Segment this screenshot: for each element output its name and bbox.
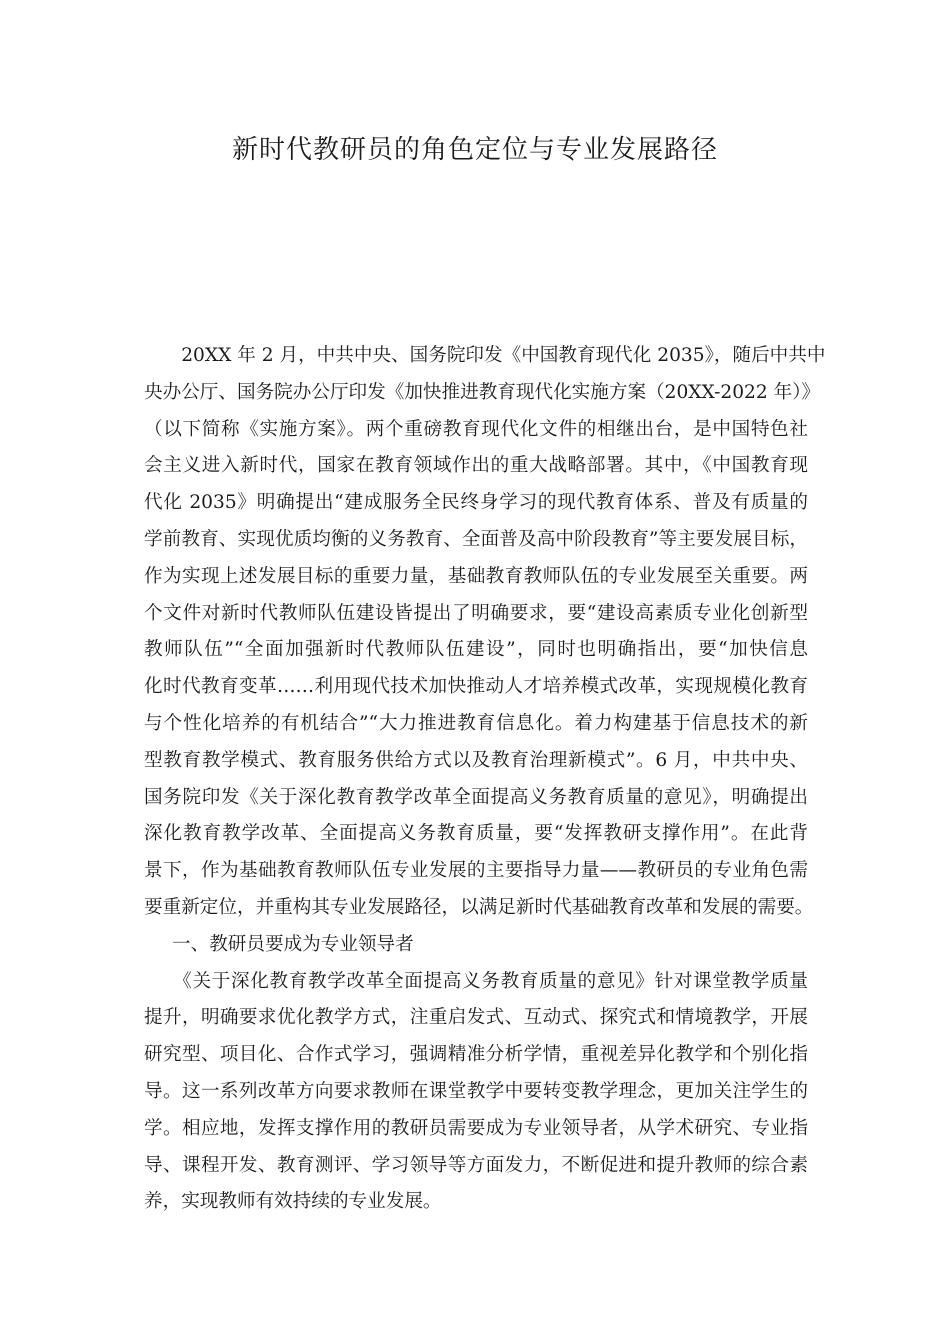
section-heading: 一、教研员要成为专业领导者	[172, 933, 414, 955]
text-line: （以下简称《实施方案》。两个重磅教育现代化文件的相继出台，是中国特色社	[144, 418, 808, 440]
text-line: 化时代教育变革……利用现代技术加快推动人才培养模式改革，实现规模化教育	[144, 676, 808, 698]
text-line: 养，实现教师有效持续的专业发展。	[144, 1191, 442, 1213]
document-body	[144, 338, 826, 1221]
text-line: 型教育教学模式、教育服务供给方式以及教育治理新模式”。6 月，中共中央、	[144, 749, 808, 771]
text-line: 深化教育教学改革、全面提高义务教育质量，要“发挥教研支撑作用”。在此背	[144, 823, 808, 845]
paragraph-2	[144, 964, 808, 1222]
text-line: 20XX 年 2 月，中共中央、国务院印发《中国教育现代化 2035》，随后中共中	[144, 345, 826, 366]
paragraph-1	[144, 338, 826, 927]
document-title: 新时代教研员的角色定位与专业发展路径	[231, 135, 718, 165]
text-line: 教师队伍”“全面加强新时代教师队伍建设”，同时也明确指出，要“加快信息	[144, 639, 808, 661]
text-line: 与个性化培养的有机结合”“大力推进教育信息化。着力构建基于信息技术的新	[144, 712, 808, 734]
text-line: 会主义进入新时代，国家在教育领域作出的重大战略部署。其中，《中国教育现	[144, 455, 808, 477]
text-line: 作为实现上述发展目标的重要力量，基础教育教师队伍的专业发展至关重要。两	[144, 565, 808, 587]
text-line: 代化 2035》明确提出“建成服务全民终身学习的现代教育体系、普及有质量的	[144, 492, 808, 514]
text-line: 央办公厅、国务院办公厅印发《加快推进教育现代化实施方案（20XX-2022 年）》	[144, 381, 821, 403]
text-line: 学。相应地，发挥支撑作用的教研员需要成为专业领导者，从学术研究、专业指	[144, 1117, 808, 1139]
text-line: 国务院印发《关于深化教育教学改革全面提高义务教育质量的意见》，明确提出	[144, 786, 808, 808]
text-line: 提升，明确要求优化教学方式，注重启发式、互动式、探究式和情境教学，开展	[144, 1007, 808, 1029]
text-line: 要重新定位，并重构其专业发展路径，以满足新时代基础教育改革和发展的需要。	[144, 896, 814, 918]
text-line: 《关于深化教育教学改革全面提高义务教育质量的意见》针对课堂教学质量	[144, 970, 808, 992]
text-line: 景下，作为基础教育教师队伍专业发展的主要指导力量——教研员的专业角色需	[144, 860, 808, 882]
text-line: 研究型、项目化、合作式学习，强调精准分析学情，重视差异化教学和个别化指	[144, 1044, 808, 1066]
text-line: 个文件对新时代教师队伍建设皆提出了明确要求，要“建设高素质专业化创新型	[144, 602, 808, 624]
text-line: 导。这一系列改革方向要求教师在课堂教学中要转变教学理念，更加关注学生的	[144, 1080, 808, 1102]
text-line: 学前教育、实现优质均衡的义务教育、全面普及高中阶段教育”等主要发展目标，	[144, 528, 808, 550]
text-line: 导、课程开发、教育测评、学习领导等方面发力，不断促进和提升教师的综合素	[144, 1154, 808, 1176]
